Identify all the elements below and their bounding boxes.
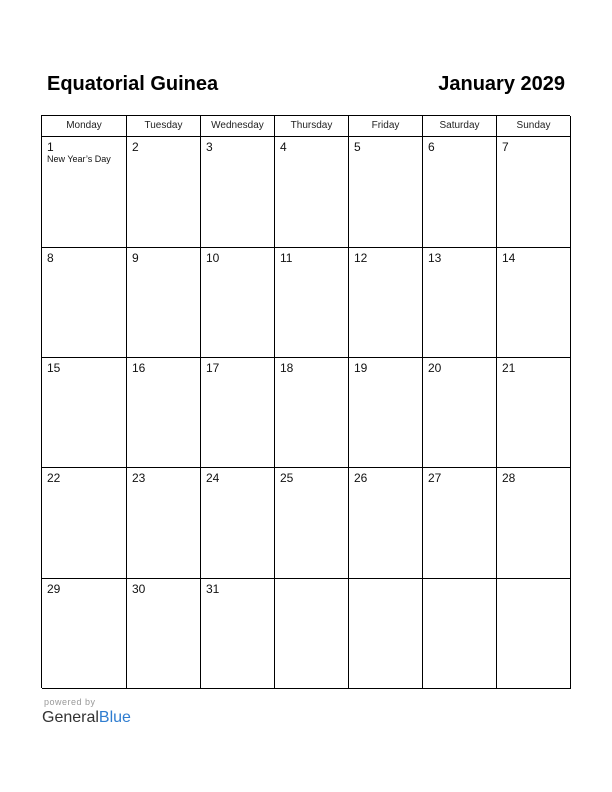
day-number: 25 (280, 471, 294, 485)
day-cell (201, 468, 275, 579)
logo-blue-text: Blue (98, 709, 131, 726)
day-number: 31 (206, 582, 220, 596)
day-cell (275, 248, 349, 358)
day-number: 1 (47, 140, 54, 154)
day-number: 12 (354, 251, 368, 265)
day-number: 14 (502, 251, 516, 265)
weekday-header-tuesday: Tuesday (127, 116, 201, 137)
day-cell (127, 358, 201, 468)
day-cell (201, 358, 275, 468)
day-number: 24 (206, 471, 220, 485)
day-number: 15 (47, 361, 61, 375)
day-cell (275, 358, 349, 468)
day-number: 6 (428, 140, 435, 154)
day-number: 30 (132, 582, 146, 596)
day-cell (497, 468, 571, 579)
day-number: 2 (132, 140, 139, 154)
powered-by-text: powered by (44, 697, 96, 707)
day-cell (201, 248, 275, 358)
weekday-header-monday: Monday (42, 116, 127, 137)
day-cell (423, 248, 497, 358)
month-year-title: January 2029 (438, 73, 565, 95)
day-number: 18 (280, 361, 294, 375)
day-number: 28 (502, 471, 516, 485)
day-cell (423, 358, 497, 468)
day-cell (42, 248, 127, 358)
day-number: 13 (428, 251, 442, 265)
day-cell-empty (423, 579, 497, 689)
day-cell (127, 468, 201, 579)
day-number: 16 (132, 361, 146, 375)
weekday-header-sunday: Sunday (497, 116, 571, 137)
day-cell (275, 137, 349, 248)
day-number: 7 (502, 140, 509, 154)
day-number: 23 (132, 471, 146, 485)
day-number: 29 (47, 582, 61, 596)
day-cell-empty (349, 579, 423, 689)
day-cell (42, 137, 127, 248)
day-number: 10 (206, 251, 220, 265)
day-number: 4 (280, 140, 287, 154)
logo-general-text: General (42, 709, 99, 726)
day-number: 20 (428, 361, 442, 375)
day-cell (349, 248, 423, 358)
day-cell-empty (497, 579, 571, 689)
day-cell-empty (275, 579, 349, 689)
day-cell (201, 579, 275, 689)
day-number: 26 (354, 471, 368, 485)
day-cell (42, 358, 127, 468)
day-cell (275, 468, 349, 579)
day-cell (349, 468, 423, 579)
day-number: 22 (47, 471, 61, 485)
day-cell (349, 137, 423, 248)
calendar-grid (41, 115, 570, 688)
generalblue-logo[interactable] (42, 708, 131, 728)
day-cell (42, 468, 127, 579)
weekday-header-wednesday: Wednesday (201, 116, 275, 137)
holiday-label: New Year’s Day (47, 154, 111, 164)
day-cell (497, 358, 571, 468)
day-number: 9 (132, 251, 139, 265)
day-number: 27 (428, 471, 442, 485)
day-cell (349, 358, 423, 468)
day-cell (127, 137, 201, 248)
day-cell (127, 248, 201, 358)
day-cell (497, 137, 571, 248)
weekday-header-thursday: Thursday (275, 116, 349, 137)
day-cell (127, 579, 201, 689)
day-cell (423, 137, 497, 248)
weekday-header-saturday: Saturday (423, 116, 497, 137)
day-number: 21 (502, 361, 516, 375)
day-number: 17 (206, 361, 220, 375)
day-cell (201, 137, 275, 248)
day-number: 3 (206, 140, 213, 154)
day-cell (497, 248, 571, 358)
day-cell (42, 579, 127, 689)
day-number: 8 (47, 251, 54, 265)
day-number: 11 (280, 251, 293, 265)
day-number: 5 (354, 140, 361, 154)
weekday-header-friday: Friday (349, 116, 423, 137)
day-cell (423, 468, 497, 579)
day-number: 19 (354, 361, 368, 375)
country-title: Equatorial Guinea (47, 73, 219, 95)
